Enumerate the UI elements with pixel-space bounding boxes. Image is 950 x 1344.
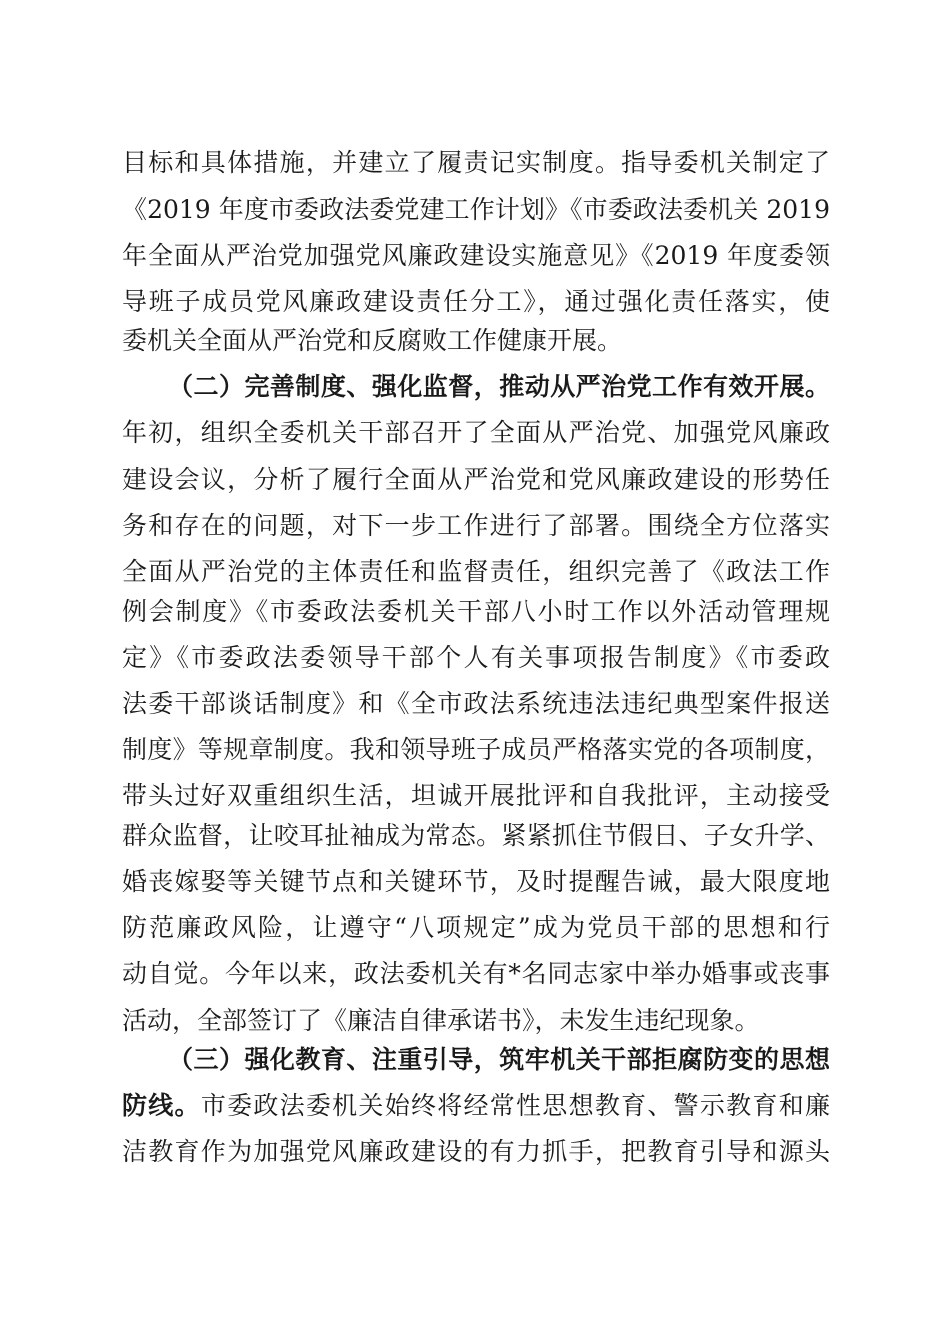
text-line: 目标和具体措施，并建立了履责记实制度。指导委机关制定了 — [122, 148, 830, 177]
text-line: 法委干部谈话制度》和《全市政法系统违法违纪典型案件报送 — [122, 689, 830, 718]
text-line: 洁教育作为加强党风廉政建设的有力抓手，把教育引导和源头 — [122, 1137, 830, 1166]
section-heading-3: （三）强化教育、注重引导，筑牢机关干部拒腐防变的思想 — [168, 1045, 830, 1074]
text-line: 建设会议，分析了履行全面从严治党和党风廉政建设的形势任 — [122, 465, 830, 494]
text-line: 定》《市委政法委领导干部个人有关事项报告制度》《市委政 — [122, 643, 830, 672]
text-line: 导班子成员党风廉政建设责任分工》，通过强化责任落实，使 — [122, 287, 830, 316]
text-line: 防范廉政风险，让遵守“八项规定”成为党员干部的思想和行 — [122, 913, 830, 942]
text-line: 活动，全部签订了《廉洁自律承诺书》，未发生违纪现象。 — [122, 1006, 760, 1035]
text-line: 婚丧嫁娶等关键节点和关键环节，及时提醒告诫，最大限度地 — [122, 867, 830, 896]
text-line: 委机关全面从严治党和反腐败工作健康开展。 — [122, 326, 623, 355]
text-span: 市委政法委机关始终将经常性思想教育、警示教育和廉 — [200, 1091, 830, 1120]
text-line — [122, 1086, 830, 1126]
text-line: 全面从严治党的主体责任和监督责任，组织完善了《政法工作 — [122, 557, 830, 586]
text-line: 群众监督，让咬耳扯袖成为常态。紧紧抓住节假日、子女升学、 — [122, 821, 830, 850]
text-line: 例会制度》《市委政法委机关干部八小时工作以外活动管理规 — [122, 597, 830, 626]
text-line: 带头过好双重组织生活，坦诚开展批评和自我批评，主动接受 — [122, 781, 830, 810]
text-line: 动自觉。今年以来，政法委机关有*名同志家中举办婚事或丧事 — [122, 959, 830, 988]
text-line: 务和存在的问题，对下一步工作进行了部署。围绕全方位落实 — [122, 511, 830, 540]
text-line: 年初，组织全委机关干部召开了全面从严治党、加强党风廉政 — [122, 418, 830, 447]
section-heading-3-tail: 防线。 — [122, 1091, 201, 1120]
text-line: 制度》等规章制度。我和领导班子成员严格落实党的各项制度， — [122, 735, 830, 764]
text-line: 年全面从严治党加强党风廉政建设实施意见》《2019 年度委领 — [122, 241, 830, 270]
text-line: 《2019 年度市委政法委党建工作计划》《市委政法委机关 2019 — [122, 195, 830, 224]
section-heading-2: （二）完善制度、强化监督，推动从严治党工作有效开展。 — [168, 372, 830, 401]
